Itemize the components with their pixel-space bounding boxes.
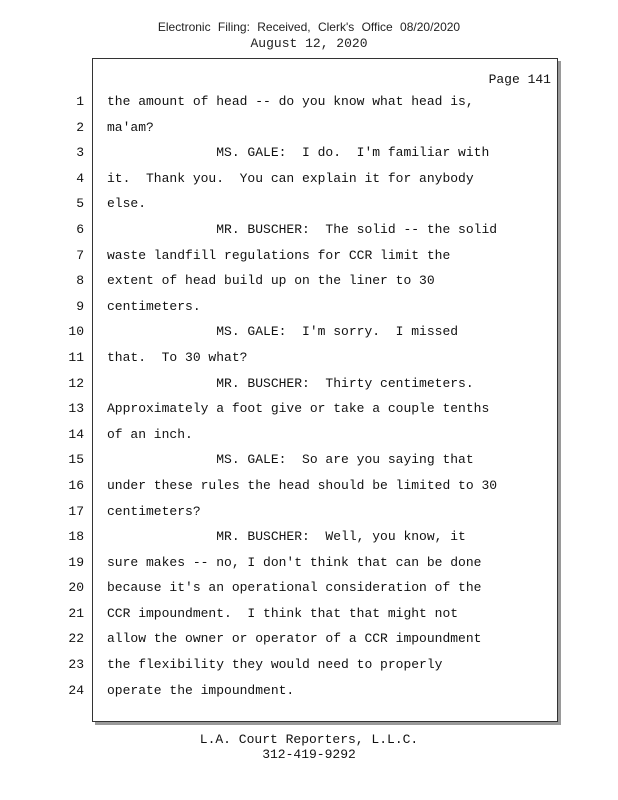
line-number-column [0,92,84,706]
line-number: 23 [68,657,84,673]
line-number: 6 [76,221,84,237]
reporter-footer [0,732,618,762]
reporter-company: L.A. Court Reporters, L.L.C. [199,732,419,747]
transcript-line: the amount of head -- do you know what head is, [107,94,474,109]
transcript-line: MS. GALE: I do. I'm familiar with [107,145,490,161]
line-number: 13 [68,401,84,417]
line-number: 15 [68,452,84,468]
transcript-line: extent of head build up on the liner to 30 [107,273,435,289]
transcript-line: Approximately a foot give or take a couple tenths [107,401,490,417]
line-number: 18 [68,529,84,545]
line-number: 11 [68,349,84,365]
transcript-text [107,92,547,706]
line-number: 22 [68,631,84,647]
transcript-line: MR. BUSCHER: Thirty centimeters. [107,375,474,391]
line-number: 10 [68,324,84,340]
transcript-line: it. Thank you. You can explain it for anybody [107,170,474,186]
transcript-line: allow the owner or operator of a CCR impoundment [107,631,482,647]
transcript-line: centimeters. [107,298,201,314]
line-number: 16 [68,477,84,493]
line-number: 14 [68,426,84,442]
transcript-line: operate the impoundment. [107,682,295,698]
line-number: 17 [68,503,84,519]
line-number: 1 [76,94,84,109]
filing-stamp: Electronic Filing: Received, Clerk's Office 08/20/2020 [157,20,461,34]
transcript-line: ma'am? [107,119,154,135]
line-number: 21 [68,605,84,621]
transcript-line: MR. BUSCHER: The solid -- the solid [107,221,498,237]
transcript-line: under these rules the head should be limited to 30 [107,477,498,493]
page-number: Page 141 [488,72,551,87]
line-number: 8 [76,273,84,289]
line-number: 12 [68,375,84,391]
hearing-date: August 12, 2020 [250,36,368,51]
line-number: 19 [68,554,84,570]
line-number: 7 [76,247,84,263]
transcript-line: because it's an operational consideration of the [107,580,482,596]
transcript-line: CCR impoundment. I think that that might not [107,605,459,621]
transcript-line: MR. BUSCHER: Well, you know, it [107,529,466,545]
line-number: 20 [68,580,84,596]
transcript-line: else. [107,196,147,212]
transcript-line: the flexibility they would need to properly [107,657,443,673]
transcript-line: MS. GALE: I'm sorry. I missed [107,324,459,340]
transcript-line: MS. GALE: So are you saying that [107,452,474,468]
transcript-line: sure makes -- no, I don't think that can be done [107,554,482,570]
transcript-line: waste landfill regulations for CCR limit the [107,247,451,263]
transcript-line: of an inch. [107,426,193,442]
line-number: 24 [68,682,84,698]
reporter-phone: 312-419-9292 [262,747,356,762]
line-number: 4 [76,170,84,186]
line-number: 5 [76,196,84,212]
line-number: 2 [76,119,84,135]
transcript-line: centimeters? [107,503,201,519]
line-number: 9 [76,298,84,314]
transcript-line: that. To 30 what? [107,349,248,365]
line-number: 3 [76,145,84,161]
